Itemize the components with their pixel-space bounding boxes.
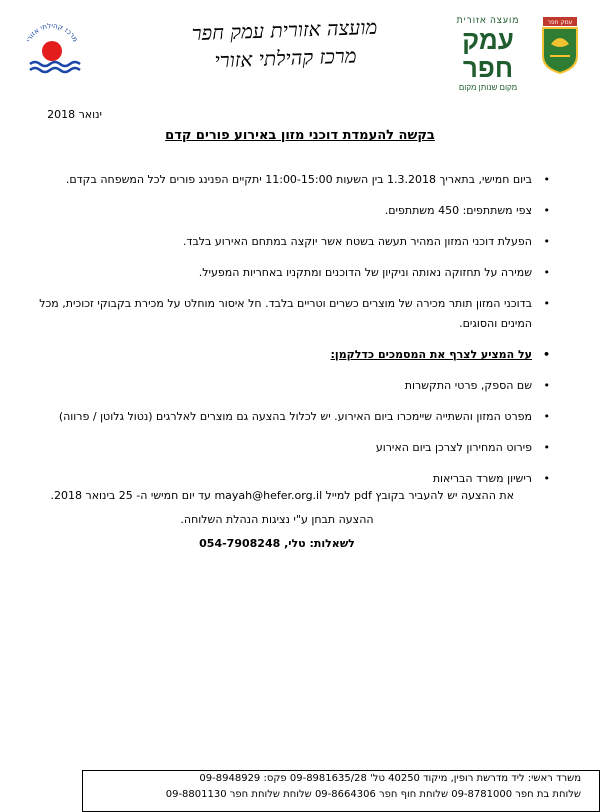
handwritten-title-line-1: מועצה אזורית עמק חפר bbox=[191, 14, 378, 46]
submission-line: את ההצעה יש להעביר בקובץ pdf למייל mayah@hefer.org.il עד יום חמישי ה- 25 בינואר 2018. bbox=[50, 489, 514, 502]
footer-box bbox=[82, 770, 600, 812]
list-item: • הפעלת דוכני המזון המהיר תעשה בשטח אשר יוקצה במתחם האירוע בלבד. bbox=[36, 232, 556, 252]
list-item: • שם הספק, פרטי התקשרות bbox=[36, 376, 556, 396]
council-logo-text bbox=[436, 14, 540, 92]
document-title: בקשה להעמדת דוכני מזון באירוע פורים קדם bbox=[165, 128, 435, 143]
document-body bbox=[36, 170, 556, 500]
review-line: ההצעה תבחן ע"י נציגות הנהלת השלוחה. bbox=[180, 513, 374, 526]
svg-text:מרכז קהילתי אזורי: מרכז קהילתי אזורי bbox=[24, 22, 80, 44]
handwritten-title bbox=[149, 11, 421, 76]
submission-instructions bbox=[40, 484, 514, 556]
council-slogan: מקום שנותן מקום bbox=[458, 83, 518, 92]
letterhead bbox=[0, 0, 600, 92]
council-crest-icon bbox=[540, 16, 580, 74]
list-item: • רישיון משרד הבריאות bbox=[36, 469, 556, 489]
council-name: עמק חפר bbox=[462, 25, 514, 83]
list-item: • שמירה על תחזוקה נאותה וניקיון של הדוכנים ומתקניו באחריות המפעיל. bbox=[36, 263, 556, 283]
contact-line: לשאלות: טלי, 054-7908248 bbox=[199, 537, 355, 550]
document-date: ינואר 2018 bbox=[47, 108, 102, 121]
community-center-logo bbox=[20, 22, 84, 78]
list-item: • מפרט המזון והשתייה שיימכרו ביום האירוע. יש לכלול בהצעה גם מוצרים לאלרגים (נטול גלוטן / פרווה) bbox=[36, 407, 556, 427]
footer-line: שלוחת בת חפר 09-8781000 שלוחת חוף חפר 09-8664306 שלוחת שלוחת חפר 09-8801130 bbox=[165, 789, 581, 800]
list-item: • ביום חמישי, בתאריך 1.3.2018 בין השעות 11:00-15:00 יתקיים הפנינג פורים לכל המשפחה בקדם. bbox=[36, 170, 556, 190]
handwritten-title-line-2: מרכז קהילתי אזורי bbox=[214, 43, 357, 73]
footer-line: משרד ראשי: ליד מדרשת רופין, מיקוד 40250 טל' 09-8981635/28 פקס: 09-8948929 bbox=[199, 773, 581, 784]
list-item: • צפי משתתפים: 450 משתתפים. bbox=[36, 201, 556, 221]
requirements-heading: • על המציע לצרף את המסמכים כדלקמן: bbox=[36, 345, 556, 365]
list-item: • בדוכני המזון תותר מכירה של מוצרים כשרים וטריים בלבד. חל איסור מוחלט על מכירת בקבוקי זכוכית, מכל המינים והסוגים. bbox=[36, 294, 556, 334]
council-top-line: מועצה אזורית bbox=[456, 15, 520, 25]
svg-text:עמק חפר: עמק חפר bbox=[547, 19, 573, 26]
list-item: • פירוט המחירון לצרכן ביום האירוע bbox=[36, 438, 556, 458]
